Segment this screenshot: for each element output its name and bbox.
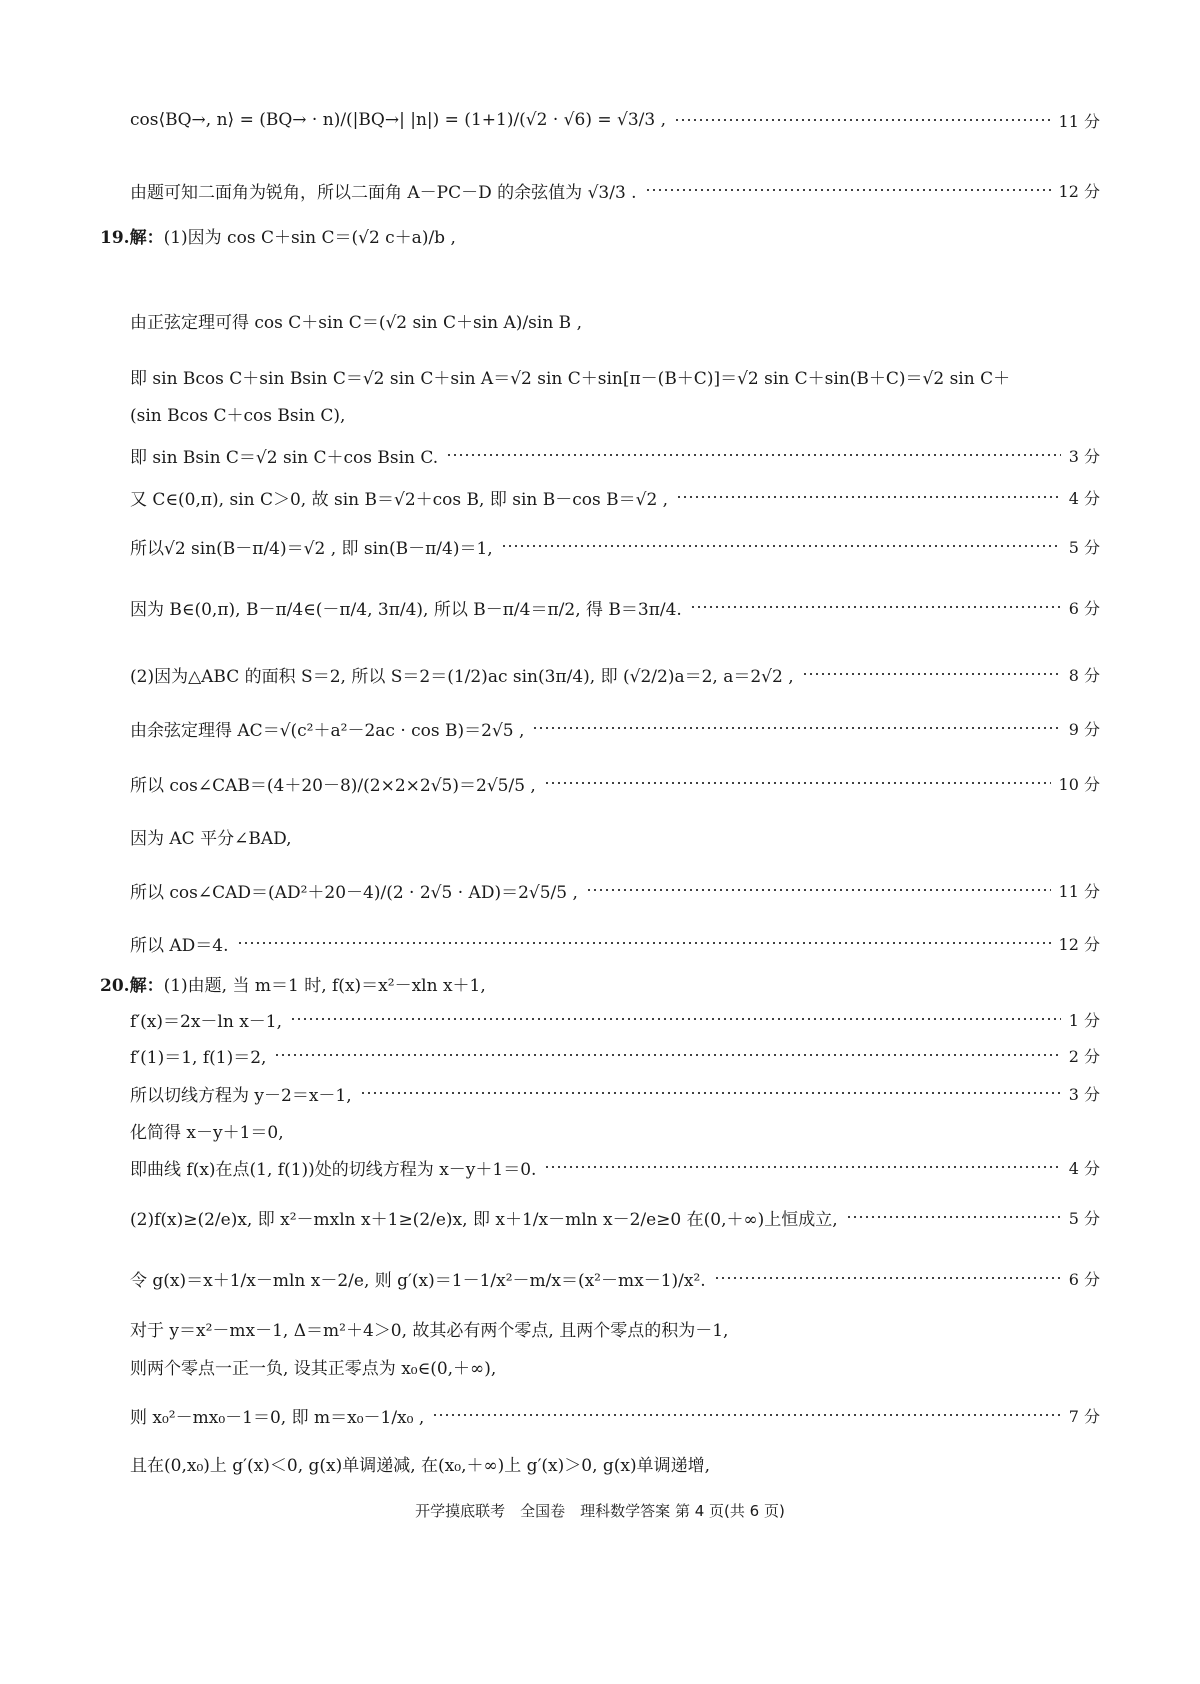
answer-line [100,963,1100,1003]
answer-line [130,1395,1100,1435]
dot-leader [446,454,1061,456]
dot-leader [544,1166,1060,1168]
answer-line [130,526,1100,566]
line-text: (1)由题, 当 m＝1 时, f(x)＝x²－xln x＋1, [163,975,486,996]
answer-line [130,816,1100,856]
answer-line [130,1197,1100,1237]
score-points: 12 分 [1058,181,1100,201]
line-text: 且在(0,x₀)上 g′(x)＜0, g(x)单调递减, 在(x₀,＋∞)上 g′(x)＞0, g(x)单调递增, [130,1455,711,1476]
dot-leader [544,782,1051,784]
dot-leader [290,1018,1061,1020]
answer-line [130,654,1100,694]
answer-line [130,100,1100,140]
answer-line [130,356,1100,396]
score-points: 4 分 [1068,1158,1100,1178]
answer-line [130,300,1100,340]
dot-leader [360,1092,1061,1094]
line-text: 所以 AD＝4. [130,935,229,956]
answer-line [130,708,1100,748]
score-points: 6 分 [1068,598,1100,618]
score-points: 12 分 [1058,934,1100,954]
answer-line [130,999,1100,1039]
line-text: 即 sin Bsin C＝√2 sin C＋cos Bsin C. [130,447,439,468]
dot-leader [274,1054,1060,1056]
line-text: 即曲线 f(x)在点(1, f(1))处的切线方程为 x－y＋1＝0. [130,1159,537,1180]
answer-line [130,1443,1100,1483]
score-points: 5 分 [1068,537,1100,557]
answer-line [130,587,1100,627]
score-points: 4 分 [1068,488,1100,508]
line-text: 由题可知二面角为锐角，所以二面角 A－PC－D 的余弦值为 √3/3 . [130,182,637,203]
dot-leader [645,189,1051,191]
question-number: 20.解： [100,975,164,996]
line-text: 化简得 x－y＋1＝0, [130,1122,284,1143]
score-points: 11 分 [1058,881,1100,901]
dot-leader [432,1414,1060,1416]
line-text: 所以 cos∠CAB＝(4＋20－8)/(2×2×2√5)＝2√5/5 , [130,775,536,796]
dot-leader [586,889,1051,891]
line-text: f′(x)＝2x－ln x－1, [130,1011,283,1032]
dot-leader [237,942,1051,944]
question-number: 19.解： [100,227,164,248]
line-text: (2)f(x)≥(2/e)x, 即 x²－mxln x＋1≥(2/e)x, 即 x＋1/x－mln x－2/e≥0 在(0,＋∞)上恒成立, [130,1209,838,1230]
score-points: 2 分 [1068,1046,1100,1066]
line-text: 即 sin Bcos C＋sin Bsin C＝√2 sin C＋sin A＝√2 sin C＋sin[π－(B＋C)]＝√2 sin C＋sin(B＋C)＝√2 sin C＋ [130,368,1011,389]
answer-line [130,1258,1100,1298]
line-text: 所以√2 sin(B－π/4)＝√2 , 即 sin(B－π/4)＝1, [130,538,493,559]
line-text: 因为 B∈(0,π), B－π/4∈(－π/4, 3π/4), 所以 B－π/4＝π/2, 得 B＝3π/4. [130,599,682,620]
score-points: 9 分 [1068,719,1100,739]
dot-leader [802,673,1061,675]
score-points: 11 分 [1058,111,1100,131]
dot-leader [674,119,1051,121]
line-text: 则两个零点一正一负, 设其正零点为 x₀∈(0,＋∞), [130,1358,497,1379]
line-text: 由正弦定理可得 cos C＋sin C＝(√2 sin C＋sin A)/sin B , [130,312,582,333]
answer-line [130,435,1100,475]
line-text: (1)因为 cos C＋sin C＝(√2 c＋a)/b , [163,227,456,248]
dot-leader [690,606,1061,608]
line-text: 对于 y＝x²－mx－1, Δ＝m²＋4＞0, 故其必有两个零点, 且两个零点的积为－1, [130,1320,729,1341]
score-points: 3 分 [1068,1084,1100,1104]
answer-line [130,393,1100,433]
line-text: 则 x₀²－mx₀－1＝0, 即 m＝x₀－1/x₀ , [130,1407,425,1428]
line-text: cos⟨BQ→, n⟩ = (BQ→ · n)/(|BQ→| |n|) = (1+1)/(√2 · √6) = √3/3 , [130,110,666,130]
dot-leader [676,496,1061,498]
answer-line [100,215,1100,255]
answer-line [130,923,1100,963]
answer-line [130,477,1100,517]
answer-line [130,763,1100,803]
line-text: f′(1)＝1, f(1)＝2, [130,1047,267,1068]
line-text: 由余弦定理得 AC＝√(c²＋a²－2ac · cos B)＝2√5 , [130,720,525,741]
answer-line [130,870,1100,910]
line-text: 所以 cos∠CAD＝(AD²＋20－4)/(2 · 2√5 · AD)＝2√5/5 , [130,882,578,903]
answer-line [130,1346,1100,1386]
answer-line [130,1147,1100,1187]
answer-line [130,1308,1100,1348]
score-points: 3 分 [1068,446,1100,466]
dot-leader [532,727,1060,729]
score-points: 10 分 [1058,774,1100,794]
answer-line [130,1110,1100,1150]
line-text: 所以切线方程为 y－2＝x－1, [130,1085,352,1106]
score-points: 8 分 [1068,665,1100,685]
line-text: 又 C∈(0,π), sin C＞0, 故 sin B＝√2＋cos B, 即 sin B－cos B＝√2 , [130,489,669,510]
answer-line [130,1035,1100,1075]
dot-leader [714,1277,1061,1279]
score-points: 1 分 [1068,1010,1100,1030]
score-points: 7 分 [1068,1406,1100,1426]
answer-line [130,170,1100,210]
dot-leader [846,1216,1061,1218]
score-points: 6 分 [1068,1269,1100,1289]
dot-leader [501,545,1061,547]
score-points: 5 分 [1068,1208,1100,1228]
line-text: 令 g(x)＝x＋1/x－mln x－2/e, 则 g′(x)＝1－1/x²－m/x＝(x²－mx－1)/x². [130,1270,706,1291]
answer-line [130,1073,1100,1113]
line-text: (sin Bcos C＋cos Bsin C), [130,405,346,426]
line-text: (2)因为△ABC 的面积 S＝2, 所以 S＝2＝(1/2)ac sin(3π/4), 即 (√2/2)a＝2, a＝2√2 , [130,666,794,687]
line-text: 因为 AC 平分∠BAD, [130,828,292,849]
page-footer: 开学摸底联考 全国卷 理科数学答案 第 4 页(共 6 页) [415,1501,785,1520]
